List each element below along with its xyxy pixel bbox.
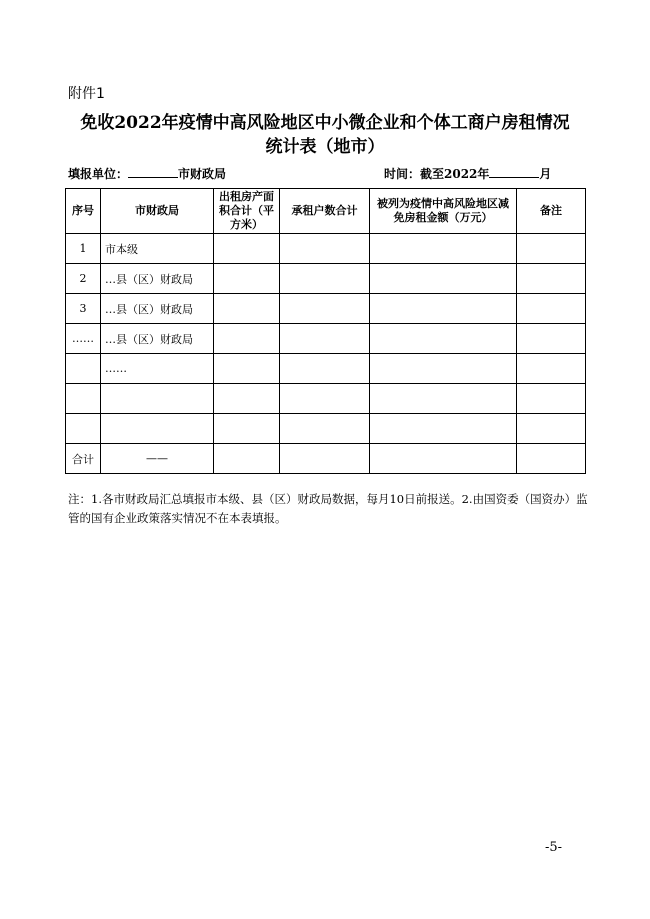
cell-serial <box>66 384 101 414</box>
document-title-line2: 统计表（地市） <box>265 137 385 157</box>
cell-remarks <box>517 414 586 444</box>
cell-remarks <box>517 384 586 414</box>
cell-remarks <box>517 234 586 264</box>
cell-rental-area <box>214 234 280 264</box>
footnote: 注：1.各市财政局汇总填报市本级、县（区）财政局数据，每月10日前报送。2.由国资委（国资办）监管的国有企业政策落实情况不在本表填报。 <box>68 492 588 525</box>
report-time-suffix: 月 <box>539 167 552 181</box>
cell-total-label: 合计 <box>66 444 101 474</box>
reporting-unit <box>68 165 226 182</box>
header-remarks: 备注 <box>517 189 586 234</box>
cell-serial: 3 <box>66 294 101 324</box>
cell-finance-bureau: 市本级 <box>101 234 214 264</box>
cell-tenant-count <box>280 324 370 354</box>
cell-tenant-count <box>280 264 370 294</box>
table-row <box>66 264 586 294</box>
cell-rental-area <box>214 294 280 324</box>
cell-rental-area <box>214 264 280 294</box>
cell-rental-area <box>214 324 280 354</box>
cell-rent-reduction <box>370 354 517 384</box>
cell-remarks <box>517 324 586 354</box>
cell-remarks <box>517 294 586 324</box>
cell-remarks <box>517 354 586 384</box>
cell-finance-bureau <box>101 384 214 414</box>
reporting-unit-label: 填报单位： <box>68 167 129 181</box>
table-header-row <box>66 189 586 234</box>
cell-serial <box>66 354 101 384</box>
cell-rent-reduction <box>370 294 517 324</box>
attachment-label: 附件1 <box>68 86 105 102</box>
cell-rent-reduction <box>370 444 517 474</box>
report-time <box>384 165 551 182</box>
header-tenant-count: 承租户数合计 <box>280 189 370 234</box>
table-row <box>66 384 586 414</box>
document-title-line1: 免收2022年疫情中高风险地区中小微企业和个体工商户房租情况 <box>80 113 570 133</box>
cell-remarks <box>517 264 586 294</box>
cell-finance-bureau: …县（区）财政局 <box>101 294 214 324</box>
cell-rental-area <box>214 444 280 474</box>
header-finance-bureau: 市财政局 <box>101 189 214 234</box>
cell-serial: 2 <box>66 264 101 294</box>
reporting-unit-blank <box>128 167 178 178</box>
cell-serial: 1 <box>66 234 101 264</box>
header-rent-reduction: 被列为疫情中高风险地区减免房租金额（万元） <box>370 189 517 234</box>
cell-rent-reduction <box>370 264 517 294</box>
cell-rental-area <box>214 354 280 384</box>
page-number: -5- <box>545 840 563 855</box>
cell-tenant-count <box>280 294 370 324</box>
cell-finance-bureau: …… <box>101 354 214 384</box>
cell-rent-reduction <box>370 414 517 444</box>
cell-rent-reduction <box>370 234 517 264</box>
report-time-label: 时间：截至2022年 <box>384 167 490 181</box>
reporting-unit-suffix: 市财政局 <box>178 167 227 181</box>
cell-total-dash: —— <box>101 444 214 474</box>
cell-tenant-count <box>280 354 370 384</box>
header-rental-area: 出租房产面积合计（平方米） <box>214 189 280 234</box>
cell-rent-reduction <box>370 384 517 414</box>
cell-rent-reduction <box>370 324 517 354</box>
cell-remarks <box>517 444 586 474</box>
table-row <box>66 354 586 384</box>
cell-rental-area <box>214 414 280 444</box>
cell-finance-bureau: …县（区）财政局 <box>101 324 214 354</box>
cell-serial: …… <box>66 324 101 354</box>
cell-tenant-count <box>280 444 370 474</box>
cell-tenant-count <box>280 414 370 444</box>
cell-finance-bureau: …县（区）财政局 <box>101 264 214 294</box>
table-row <box>66 414 586 444</box>
table-row <box>66 294 586 324</box>
cell-rental-area <box>214 384 280 414</box>
table-row <box>66 324 586 354</box>
header-serial: 序号 <box>66 189 101 234</box>
statistics-table <box>65 188 586 474</box>
report-time-blank <box>489 167 539 178</box>
table-total-row <box>66 444 586 474</box>
cell-serial <box>66 414 101 444</box>
cell-tenant-count <box>280 234 370 264</box>
cell-tenant-count <box>280 384 370 414</box>
cell-finance-bureau <box>101 414 214 444</box>
table-row <box>66 234 586 264</box>
